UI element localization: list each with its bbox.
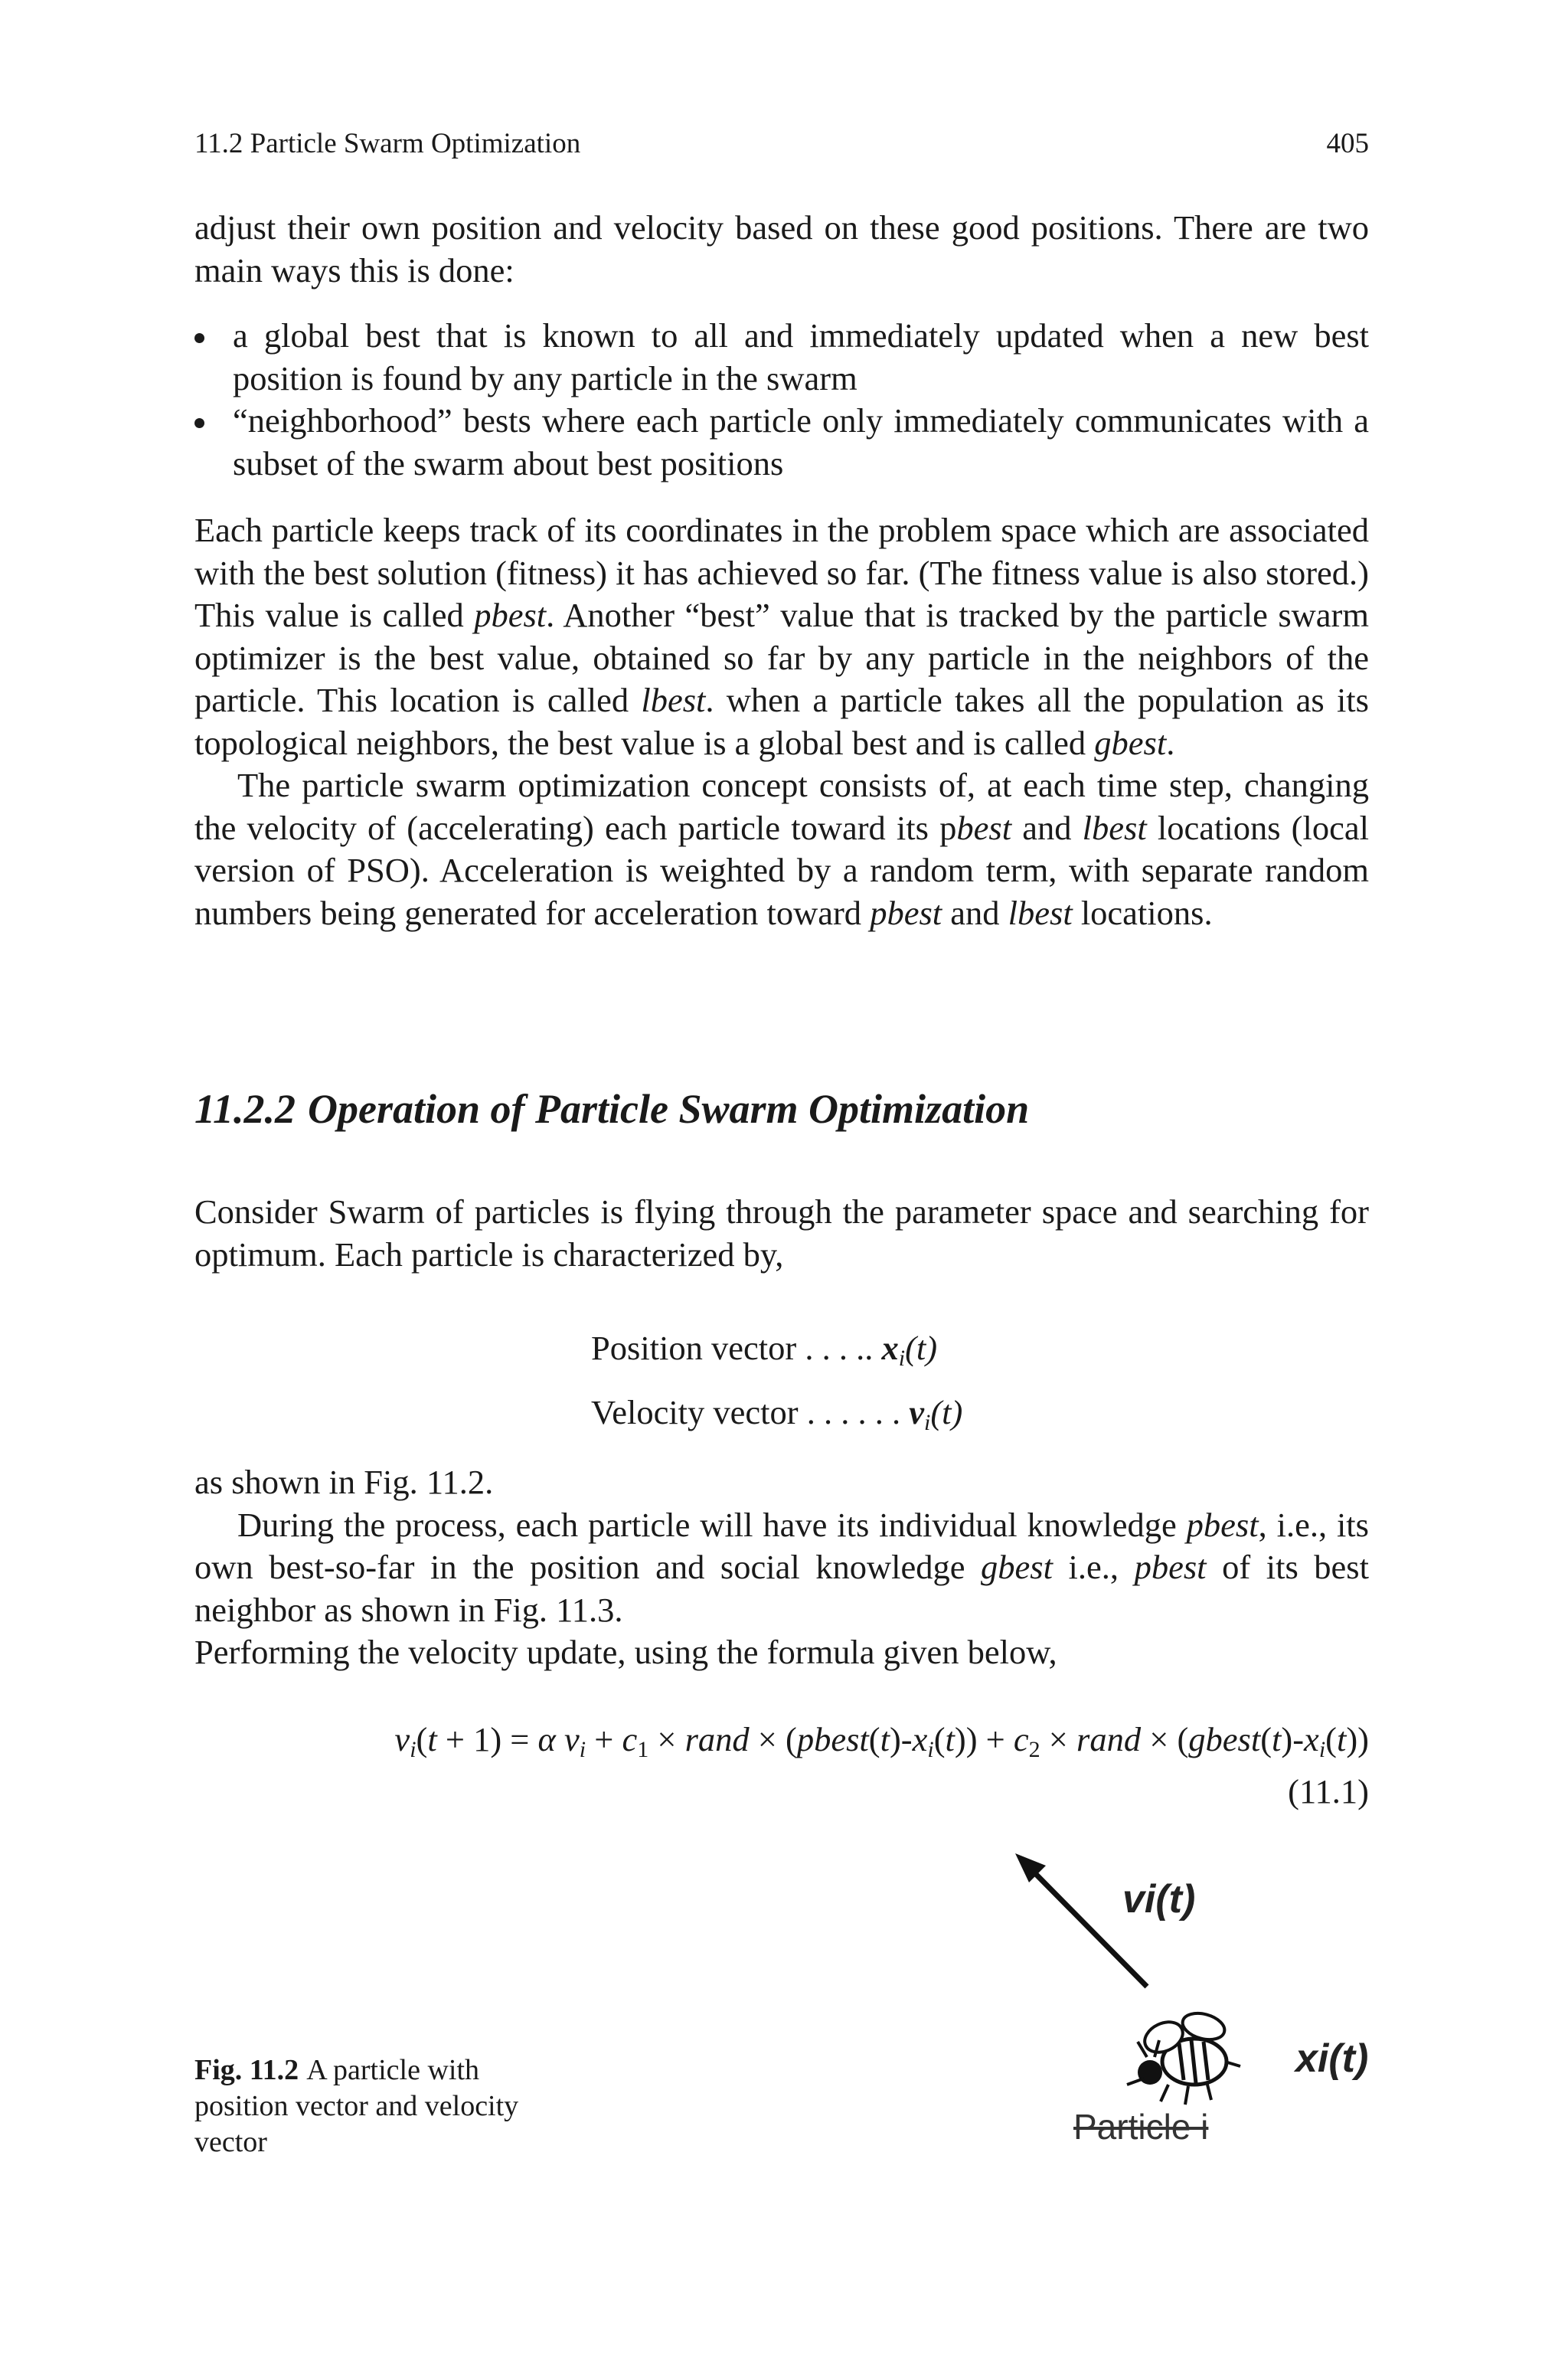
- term-lbest: lbest: [1082, 808, 1147, 847]
- term-lbest: lbest: [641, 681, 706, 719]
- term-gbest: gbest: [981, 1548, 1053, 1586]
- shown-in-fig-text: as shown in Fig. 11.2.: [194, 1463, 494, 1501]
- term-pbest: pbest: [1134, 1548, 1207, 1586]
- term-best: best: [956, 808, 1012, 847]
- position-argument: (t): [905, 1329, 938, 1367]
- text-run: i.e.,: [1052, 1548, 1135, 1586]
- velocity-update-equation: [194, 1719, 1369, 1813]
- term-pbest: pbest: [474, 596, 547, 634]
- consider-paragraph: [194, 1191, 1369, 1276]
- vector-definitions: [591, 1321, 962, 1450]
- bullet-item: [194, 400, 1369, 485]
- text-run: . Another “best” value that is tracked by the particle swarm optimizer is the best value, obtained so far by any particle in the neighbors of the particle. This location is called: [194, 596, 1369, 719]
- page-number: 405: [1326, 128, 1369, 159]
- bullet-text: a global best that is known to all and immediately updated when a new best position is found by any particle in the swarm: [233, 316, 1369, 397]
- intro-paragraph: adjust their own position and velocity based on these good positions. There are two main ways this is done:: [194, 208, 1369, 289]
- text-run: and: [942, 893, 1008, 932]
- bullet-dot-icon: [194, 418, 204, 428]
- position-vector-label: Position vector . . . ..: [591, 1329, 882, 1367]
- after-vectors-block: [194, 1461, 1369, 1674]
- figure-caption: [194, 2052, 554, 2160]
- top-text-block: [194, 207, 1369, 934]
- bullet-item: [194, 315, 1369, 400]
- text-run: , i.e., its own best-so-far in the position and social knowledge: [194, 1505, 1369, 1586]
- position-label: xi(t): [1295, 2036, 1369, 2081]
- term-gbest: gbest: [1094, 723, 1167, 762]
- term-pbest: pbest: [870, 893, 942, 932]
- text-run: locations (local version of PSO). Acceleration is weighted by a random term, with separate random numbers being generated for acceleration toward: [194, 808, 1369, 932]
- equation-formula: vi(t + 1) = α vi + c1 × rand × (pbest(t)-xi(t)) + c2 × rand × (gbest(t)-xi(t)): [394, 1720, 1369, 1762]
- text-run: During the process, each particle will have its individual knowledge: [237, 1505, 1187, 1544]
- section-heading: [194, 1085, 1369, 1133]
- velocity-argument: (t): [930, 1393, 963, 1431]
- text-run: locations.: [1072, 893, 1213, 932]
- position-vector-line: [591, 1321, 962, 1385]
- bee-particle-icon: [1127, 2009, 1240, 2105]
- velocity-subscript: i: [924, 1410, 931, 1435]
- velocity-label: vi(t): [1122, 1877, 1196, 1922]
- running-head-title: 11.2 Particle Swarm Optimization: [194, 128, 581, 159]
- figure-caption-label: Fig. 11.2: [194, 2054, 299, 2086]
- text-run: and: [1011, 808, 1083, 847]
- section-number: 11.2.2: [194, 1086, 296, 1132]
- bullet-dot-icon: [194, 333, 204, 343]
- paragraph-pso-concept: [194, 764, 1369, 934]
- section-title: Operation of Particle Swarm Optimization: [308, 1086, 1030, 1132]
- text-run: The particle swarm optimization concept consists of, at each time step, changing the velocity of (accelerating) each particle toward its p: [194, 766, 1369, 847]
- paragraph-pbest-lbest: [194, 509, 1369, 764]
- text-run: . when a particle takes all the population as its topological neighbors, the best value is a global best and is called: [194, 681, 1369, 762]
- text-run: Each particle keeps track of its coordinates in the problem space which are associated with the best solution (fitness) it has achieved so far. (The fitness value is also stored.) This value is called: [194, 511, 1369, 634]
- position-symbol: x: [881, 1329, 899, 1367]
- figure-caption-text: A particle with position vector and velocity vector: [194, 2054, 519, 2158]
- bullet-list: [194, 315, 1369, 485]
- term-lbest: lbest: [1008, 893, 1073, 932]
- velocity-symbol: v: [909, 1393, 924, 1431]
- velocity-vector-label: Velocity vector . . . . . .: [591, 1393, 910, 1431]
- text-run: of its best neighbor as shown in Fig. 11.3.: [194, 1548, 1369, 1629]
- particle-label: Particle i: [1073, 2107, 1209, 2147]
- performing-text: Performing the velocity update, using the formula given below,: [194, 1633, 1057, 1671]
- particle-figure: [988, 1846, 1386, 2167]
- bullet-text: “neighborhood” bests where each particle only immediately communicates with a subset of the swarm about best positions: [233, 401, 1369, 482]
- consider-text: Consider Swarm of particles is flying through the parameter space and searching for optimum. Each particle is characterized by,: [194, 1192, 1369, 1274]
- running-head: [194, 127, 1369, 165]
- velocity-vector-line: [591, 1385, 962, 1450]
- text-run: .: [1166, 723, 1175, 762]
- position-subscript: i: [898, 1346, 906, 1371]
- term-pbest: pbest: [1186, 1505, 1259, 1544]
- process-paragraph: [194, 1504, 1369, 1632]
- equation-number: (11.1): [1288, 1772, 1369, 1810]
